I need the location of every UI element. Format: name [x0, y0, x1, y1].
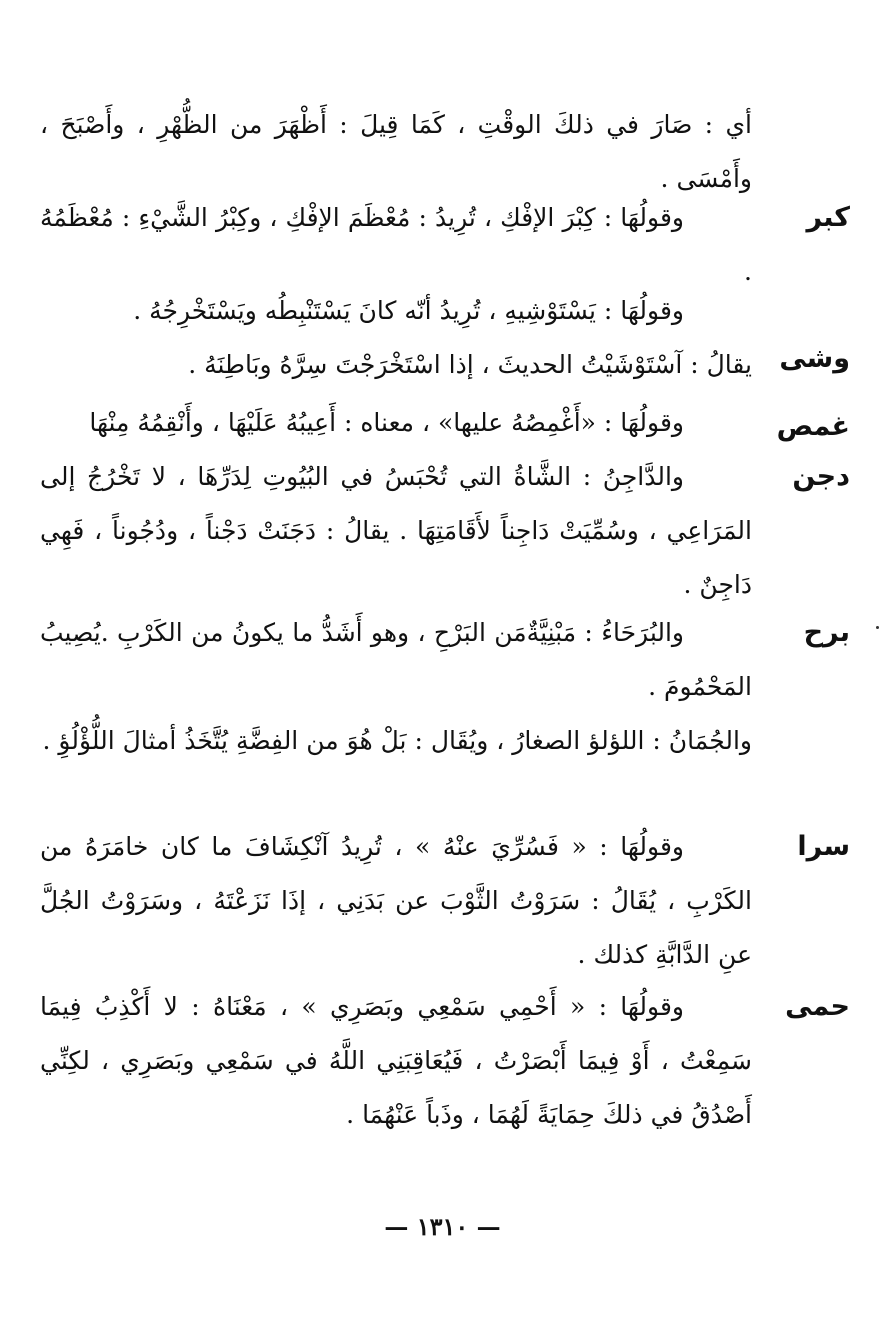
paragraph: وقولُهَا : « أَحْمِي سَمْعِي وبَصَرِي » ، مَعْنَاهُ : لا أَكْذِبُ فِيمَا سَمِعْتُ ، أَوْ فِيمَا أَبْصَرْتُ ، فَيُعَاقِبَنِي اللَّهُ في سَمْعِي وبَصَرِي ، لكِنِّي أَصْدُقُ في ذلكَ حِمَايَةً لَهُمَا ، وذَباً عَنْهُمَا .	[40, 992, 752, 1129]
root-word: غمص	[776, 411, 850, 442]
paragraph: يقالُ : آسْتَوْشَيْتُ الحديثَ ، إذا اسْتَخْرَجْتَ سِرَّهُ وبَاطِنَهُ .	[188, 350, 752, 379]
entry-brh	[40, 606, 850, 768]
entry-body	[40, 396, 752, 450]
entry-body	[40, 606, 752, 768]
entry-kbr	[40, 191, 850, 299]
root-word: دجن	[792, 461, 850, 492]
paragraph: والجُمَانُ : اللؤلؤ الصغارُ ، ويُقَال : بَلْ هُوَ من الفِضَّةِ يُتَّخَذُ أمثالَ اللُّؤْلُؤِ .	[42, 726, 752, 755]
entry-body	[40, 820, 752, 982]
scan-speck	[876, 626, 879, 629]
root-word: كبر	[806, 202, 850, 233]
entry-wsh	[40, 284, 850, 392]
page-number: — ١٣١٠ —	[384, 1212, 501, 1241]
paragraph: وقولُهَا : «أَغْمِصُهُ عليها» ، معناه : أَعِيبُهُ عَلَيْهَا ، وأَنْقِمُهُ مِنْهَا	[89, 408, 684, 437]
entry-body	[40, 191, 752, 299]
paragraph: والبُرَحَاءُ : مَبْنِيَّةٌمَن البَرْحِ ، وهو أَشَدُّ ما يكونُ من الكَرْبِ .يُصِيبُ المَحْمُومَ .	[40, 618, 752, 701]
entry-body	[40, 450, 752, 612]
entry-body	[40, 98, 752, 206]
root-word: سرا	[797, 831, 850, 862]
entry-sra	[40, 820, 850, 982]
entry-hma	[40, 980, 850, 1142]
paragraph: وقولُهَا : كِبْرَ الإفْكِ ، تُرِيدُ : مُعْظَمَ الإفْكِ ، وكِبْرُ الشَّيْءِ : مُعْظَمُهُ .	[40, 203, 752, 286]
entry-continuation	[40, 98, 850, 206]
entry-body	[40, 284, 752, 392]
paragraph: أي : صَارَ في ذلكَ الوقْتِ ، كَمَا قِيلَ : أَظْهَرَ من الظُّهْرِ ، وأَصْبَحَ ، وأَمْسَى .	[40, 110, 752, 193]
root-word: وشى	[779, 343, 850, 374]
root-word: برح	[803, 617, 850, 648]
paragraph: وقولُهَا : « فَسُرِّيَ عنْهُ » ، تُرِيدُ آنْكِشَافَ ما كان خامَرَهُ من الكَرْبِ ، يُقَالُ : سَرَوْتُ الثَّوْبَ عن بَدَنِي ، إذَا نَزَعْتَهُ ، وسَرَوْتُ الجُلَّ عنِ الدَّابَّةِ كذلك .	[40, 832, 752, 969]
entry-ghms	[40, 396, 850, 450]
paragraph: وقولُهَا : يَسْتَوْشِيهِ ، تُرِيدُ أنّه كانَ يَسْتَنْبِطُه ويَسْتَخْرِجُهُ .	[133, 296, 684, 325]
entry-body	[40, 980, 752, 1142]
entry-djn	[40, 450, 850, 612]
root-word: حمى	[785, 991, 850, 1022]
paragraph: والدَّاجِنُ : الشَّاةُ التي تُحْبَسُ في البُيُوتِ لِدَرِّهَا ، لا تَخْرُجُ إلى المَرَاعِي ، وسُمِّيَتْ دَاجِناً لأَقَامَتِهَا . يقالُ : دَجَنَتْ دَجْناً ، ودُجُوناً ، فَهِي دَاجِنٌ .	[40, 462, 752, 599]
